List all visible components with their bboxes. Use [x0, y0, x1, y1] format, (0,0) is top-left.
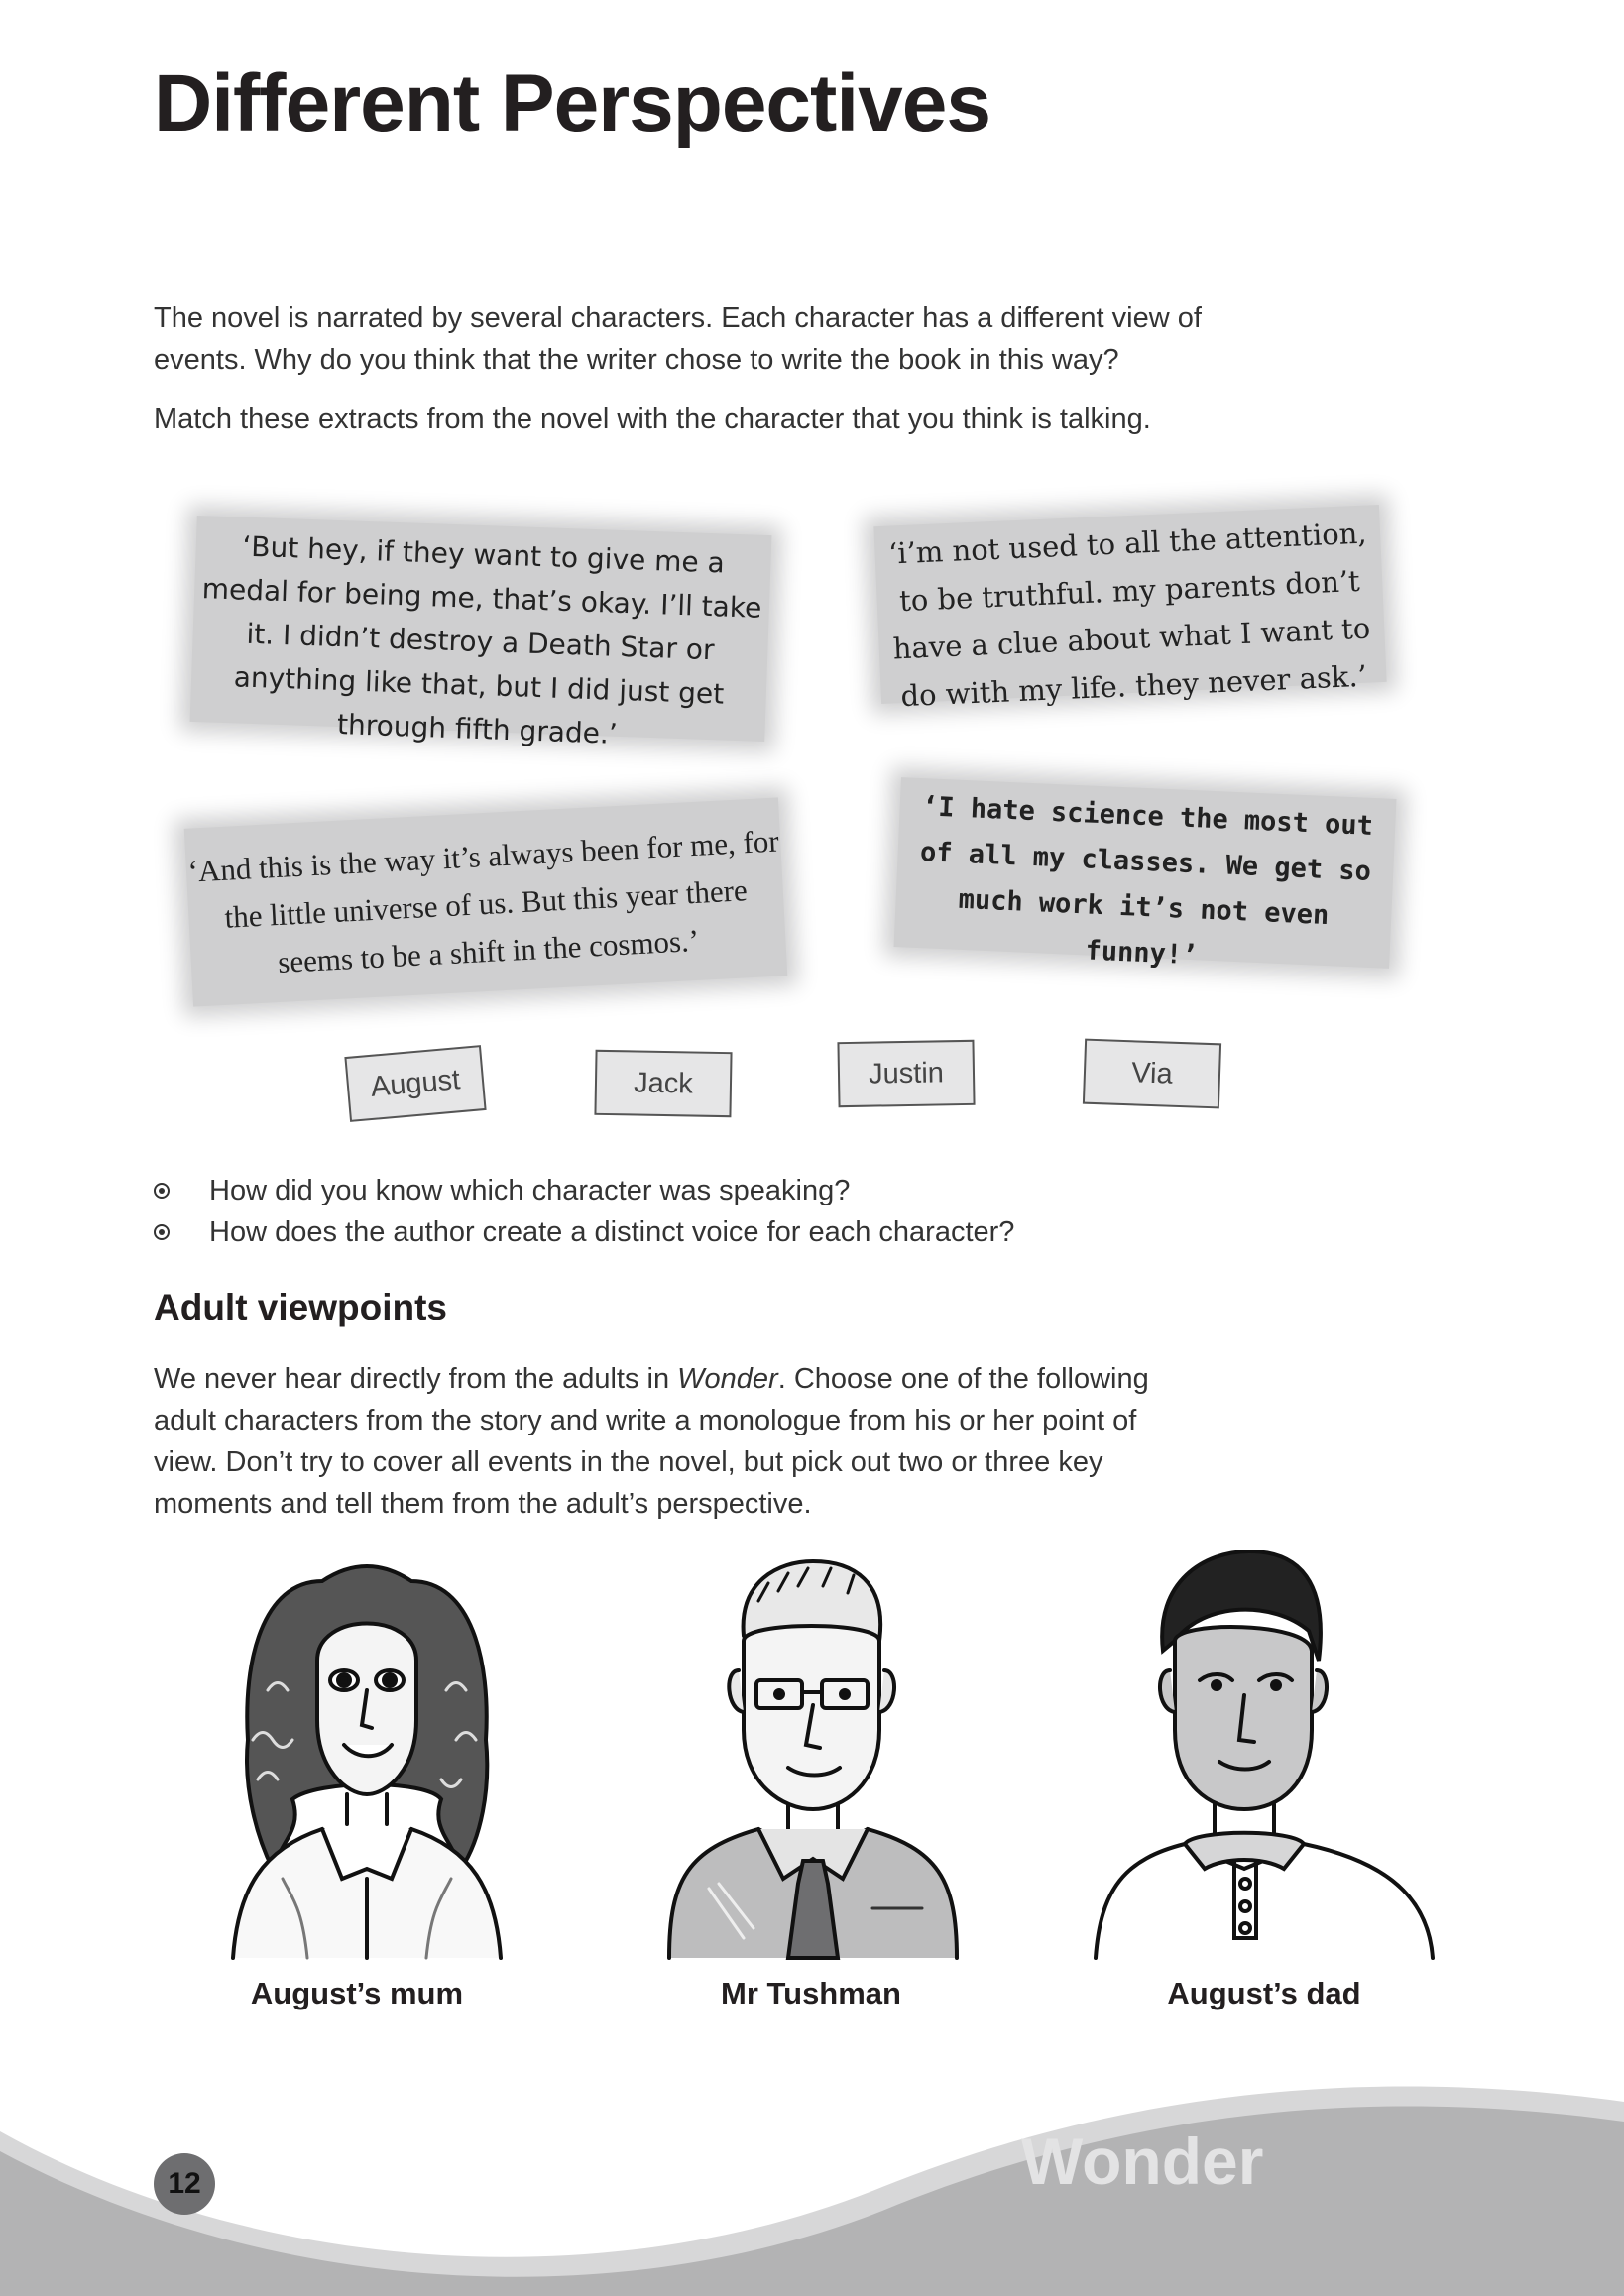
- list-item: [154, 1170, 1014, 1211]
- target-bullet-icon: [154, 1224, 209, 1240]
- question-list: [154, 1170, 1014, 1253]
- intro-paragraph: The novel is narrated by several characters. Each character has a different view of events. Why do you think that the writer chose to write the book in this way?: [154, 302, 1202, 376]
- book-title-italic: Wonder: [677, 1363, 778, 1395]
- section-heading: Adult viewpoints: [154, 1287, 447, 1327]
- page-number: 12: [154, 2153, 215, 2215]
- intro-text: [154, 297, 1264, 458]
- target-bullet-icon: [154, 1183, 209, 1199]
- quote-extract: ‘But hey, if they want to give me a medal for being me, that’s okay. I’ll take it. I didn’t destroy a Death Star or anything like that, but I did just get through fifth grade.’: [190, 516, 772, 742]
- character-card-via[interactable]: Via: [1083, 1039, 1221, 1109]
- quote-extract: ‘And this is the way it’s always been for me, for the little universe of us. But this year there seems to be a shift in the cosmos.’: [184, 797, 788, 1006]
- curly-haired-woman-illustration-icon: [223, 1542, 511, 1968]
- character-card-august[interactable]: August: [344, 1045, 486, 1122]
- book-title: Wonder: [1021, 2124, 1264, 2198]
- instruction-paragraph: Match these extracts from the novel with the character that you think is talking.: [154, 403, 1151, 435]
- portrait-caption: Mr Tushman: [721, 1976, 901, 2010]
- footer-wave: [0, 2042, 1624, 2296]
- character-card-jack[interactable]: Jack: [594, 1050, 732, 1117]
- character-card-justin[interactable]: Justin: [837, 1040, 975, 1107]
- list-item: [154, 1211, 1014, 1253]
- page-title: Different Perspectives: [154, 58, 990, 149]
- portrait-caption: August’s mum: [250, 1976, 464, 2010]
- section-body: We never hear directly from the adults in Wonder. Choose one of the following adult characters from the story and write a monologue from his or her point of view. Don’t try to cover all events in the novel, but pick out two or three key moments and tell them from the adult’s perspective.: [154, 1363, 1149, 1520]
- man-with-glasses-and-tie-illustration-icon: [649, 1542, 977, 1968]
- question-text: How did you know which character was speaking?: [209, 1175, 851, 1206]
- portrait-caption: August’s dad: [1167, 1976, 1361, 2010]
- quote-extract: ‘I hate science the most out of all my classes. We get so much work it’s not even funny!’: [894, 777, 1397, 969]
- quote-extract: ‘i’m not used to all the attention, to be truthful. my parents don’t have a clue about what I want to do with my life. they never ask.’: [873, 505, 1386, 704]
- man-in-polo-shirt-illustration-icon: [1086, 1542, 1443, 1968]
- question-text: How does the author create a distinct voice for each character?: [209, 1216, 1015, 1248]
